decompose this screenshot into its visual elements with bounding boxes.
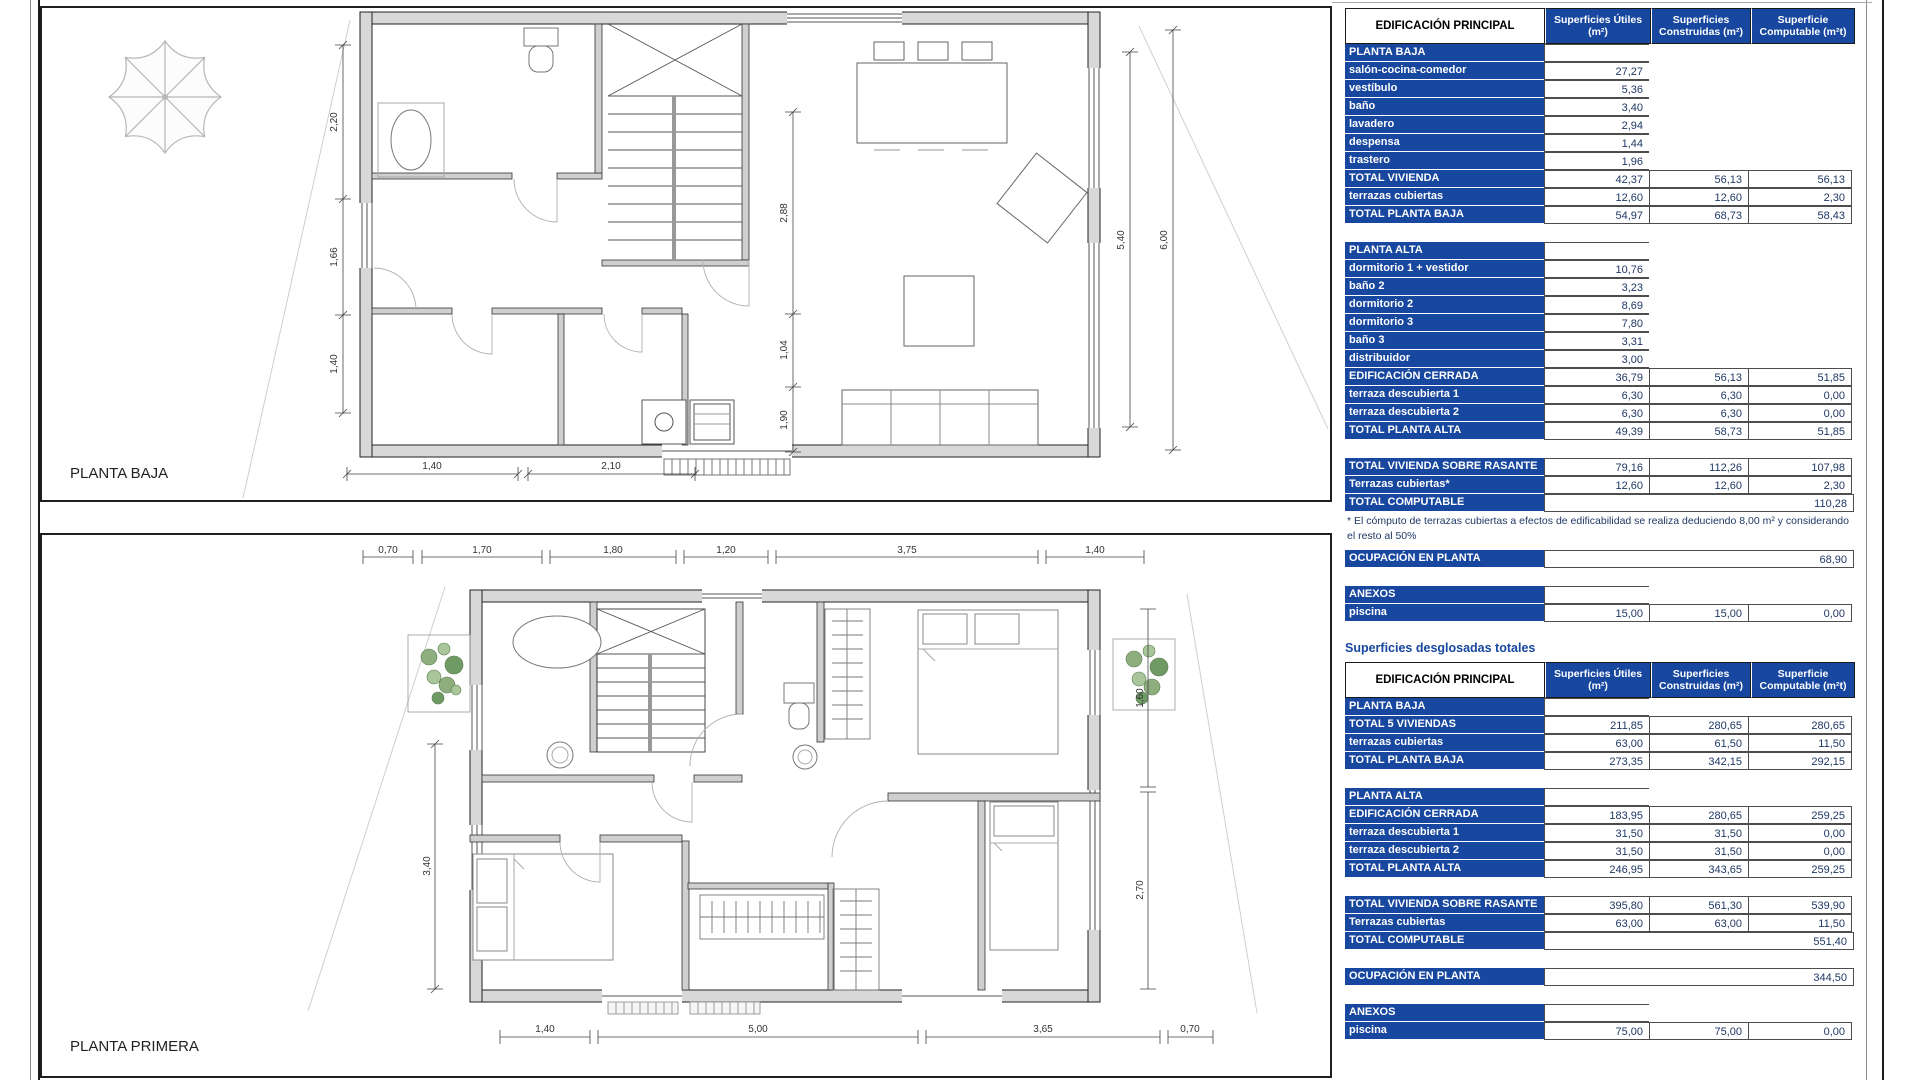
table-row bbox=[1345, 98, 1855, 116]
dim-label: 3,65 bbox=[1033, 1024, 1053, 1035]
row-value bbox=[1748, 44, 1852, 62]
stairs bbox=[608, 24, 742, 260]
row-value: 68,90 bbox=[1544, 550, 1854, 568]
dim-label: 1,80 bbox=[603, 545, 623, 556]
table-row bbox=[1345, 932, 1855, 950]
bathroom-fixtures bbox=[378, 28, 558, 177]
table-row bbox=[1345, 296, 1855, 314]
row-value bbox=[1748, 134, 1852, 152]
row-value: 68,73 bbox=[1649, 206, 1749, 224]
table-row bbox=[1345, 586, 1855, 604]
row-value bbox=[1649, 44, 1749, 62]
row-value: 12,60 bbox=[1649, 188, 1749, 206]
row-value: 6,30 bbox=[1649, 404, 1749, 422]
table-row bbox=[1345, 188, 1855, 206]
row-value bbox=[1748, 332, 1852, 350]
table-row bbox=[1345, 896, 1855, 914]
row-value: 11,50 bbox=[1748, 734, 1852, 752]
row-value: 56,13 bbox=[1748, 170, 1852, 188]
row-value: 42,37 bbox=[1544, 170, 1650, 188]
plan-title: PLANTA BAJA bbox=[70, 465, 169, 482]
frame-line-top bbox=[1332, 2, 1872, 3]
table-row bbox=[1345, 842, 1855, 860]
row-value bbox=[1649, 332, 1749, 350]
row-value: 61,50 bbox=[1649, 734, 1749, 752]
table-row bbox=[1345, 752, 1855, 770]
table-header-col: Superficies Útiles (m²) bbox=[1545, 662, 1651, 698]
row-value bbox=[1649, 1004, 1749, 1022]
table-totales-title: Superficies desglosadas totales bbox=[1345, 641, 1536, 655]
row-label: PLANTA BAJA bbox=[1345, 698, 1545, 716]
row-value bbox=[1544, 698, 1650, 716]
table-row bbox=[1345, 332, 1855, 350]
table-row bbox=[1345, 788, 1855, 806]
row-value: 3,23 bbox=[1544, 278, 1650, 296]
row-value: 63,00 bbox=[1544, 734, 1650, 752]
row-value: 56,13 bbox=[1649, 170, 1749, 188]
row-value: 31,50 bbox=[1544, 824, 1650, 842]
row-value: 3,00 bbox=[1544, 350, 1650, 368]
table-superficies-desglosadas bbox=[1345, 662, 1855, 1040]
row-label: terraza descubierta 1 bbox=[1345, 824, 1545, 842]
row-value: 280,65 bbox=[1649, 806, 1749, 824]
row-value: 6,30 bbox=[1544, 386, 1650, 404]
row-label: TOTAL VIVIENDA bbox=[1345, 170, 1545, 188]
row-value: 75,00 bbox=[1544, 1022, 1650, 1040]
table-row bbox=[1345, 860, 1855, 878]
double-bed-bottom bbox=[473, 854, 613, 960]
row-label: terraza descubierta 1 bbox=[1345, 386, 1545, 404]
row-value: 7,80 bbox=[1544, 314, 1650, 332]
table-row bbox=[1345, 350, 1855, 368]
row-label: Terrazas cubiertas* bbox=[1345, 476, 1545, 494]
row-value: 3,31 bbox=[1544, 332, 1650, 350]
row-value: 110,28 bbox=[1544, 494, 1854, 512]
table-row bbox=[1345, 404, 1855, 422]
row-value bbox=[1748, 98, 1852, 116]
dim-label: 2,88 bbox=[779, 203, 790, 223]
row-value bbox=[1748, 698, 1852, 716]
row-value: 539,90 bbox=[1748, 896, 1852, 914]
row-value bbox=[1649, 788, 1749, 806]
dimension-labels bbox=[378, 545, 1200, 1035]
single-bed bbox=[990, 802, 1058, 950]
toilet-tank bbox=[784, 683, 814, 703]
table-row bbox=[1345, 568, 1855, 586]
armchair bbox=[997, 153, 1087, 243]
umbrella-icon bbox=[109, 41, 221, 153]
interior-walls bbox=[372, 24, 749, 445]
plan-title: PLANTA PRIMERA bbox=[70, 1038, 199, 1055]
row-label: TOTAL PLANTA ALTA bbox=[1345, 860, 1545, 878]
row-value: 51,85 bbox=[1748, 422, 1852, 440]
row-value: 3,40 bbox=[1544, 98, 1650, 116]
table-row bbox=[1345, 806, 1855, 824]
row-value bbox=[1649, 350, 1749, 368]
row-label: terrazas cubiertas bbox=[1345, 734, 1545, 752]
row-value bbox=[1748, 278, 1852, 296]
table-row bbox=[1345, 260, 1855, 278]
row-label: baño 2 bbox=[1345, 278, 1545, 296]
row-value bbox=[1649, 586, 1749, 604]
row-label: EDIFICACIÓN CERRADA bbox=[1345, 806, 1545, 824]
table-row: * El cómputo de terrazas cubiertas a efectos de edificabilidad se realiza deduciendo 8,00 m² y considerando el resto al 50% bbox=[1347, 515, 1849, 542]
row-value bbox=[1748, 242, 1852, 260]
dim-label: 0,70 bbox=[1180, 1024, 1200, 1035]
row-value: 1,96 bbox=[1544, 152, 1650, 170]
row-label: TOTAL VIVIENDA SOBRE RASANTE bbox=[1345, 896, 1545, 914]
dim-label: 1,40 bbox=[422, 461, 442, 472]
table-header-col: Superficie Computable (m²t) bbox=[1751, 662, 1855, 698]
row-value bbox=[1649, 278, 1749, 296]
row-label: vestíbulo bbox=[1345, 80, 1545, 98]
row-value: 63,00 bbox=[1544, 914, 1650, 932]
row-value bbox=[1748, 314, 1852, 332]
row-value bbox=[1748, 80, 1852, 98]
row-value: 273,35 bbox=[1544, 752, 1650, 770]
row-value: 31,50 bbox=[1544, 842, 1650, 860]
row-value: 561,30 bbox=[1649, 896, 1749, 914]
thresholds bbox=[608, 1002, 760, 1014]
row-value bbox=[1748, 1004, 1852, 1022]
table-header-row bbox=[1345, 8, 1855, 44]
row-label: ANEXOS bbox=[1345, 1004, 1545, 1022]
row-value: 0,00 bbox=[1748, 842, 1852, 860]
chair bbox=[962, 42, 992, 60]
row-value: 0,00 bbox=[1748, 604, 1852, 622]
table-header-col: Superficies Construidas (m²) bbox=[1651, 662, 1751, 698]
row-value: 15,00 bbox=[1649, 604, 1749, 622]
row-value: 112,26 bbox=[1649, 458, 1749, 476]
table-row bbox=[1345, 824, 1855, 842]
row-value bbox=[1748, 116, 1852, 134]
table-header-col: Superficie Computable (m²t) bbox=[1751, 8, 1855, 44]
table-header-col: Superficies Útiles (m²) bbox=[1545, 8, 1651, 44]
dim-label: 1,40 bbox=[535, 1024, 555, 1035]
table-header-label: EDIFICACIÓN PRINCIPAL bbox=[1345, 662, 1545, 698]
row-value bbox=[1649, 98, 1749, 116]
row-value bbox=[1649, 80, 1749, 98]
row-label: baño 3 bbox=[1345, 332, 1545, 350]
table-row bbox=[1345, 134, 1855, 152]
table-edificacion-principal bbox=[1345, 8, 1855, 622]
table-row bbox=[1345, 314, 1855, 332]
porch-steps bbox=[664, 459, 790, 475]
row-value: 36,79 bbox=[1544, 368, 1650, 386]
dim-label: 5,40 bbox=[1116, 230, 1127, 250]
row-label: TOTAL COMPUTABLE bbox=[1345, 494, 1545, 512]
toilet-bowl bbox=[529, 46, 553, 72]
row-value: 344,50 bbox=[1544, 968, 1854, 986]
row-label: terrazas cubiertas bbox=[1345, 188, 1545, 206]
toilet-tank bbox=[524, 28, 558, 46]
table-row bbox=[1345, 770, 1855, 788]
row-value bbox=[1544, 44, 1650, 62]
dining-table bbox=[857, 63, 1007, 143]
row-value: 54,97 bbox=[1544, 206, 1650, 224]
table-row bbox=[1345, 44, 1855, 62]
dim-label: 1,04 bbox=[779, 340, 790, 360]
row-label: dormitorio 3 bbox=[1345, 314, 1545, 332]
row-value: 63,00 bbox=[1649, 914, 1749, 932]
table-row bbox=[1345, 950, 1855, 968]
row-label: trastero bbox=[1345, 152, 1545, 170]
row-value: 259,25 bbox=[1748, 806, 1852, 824]
row-value: 12,60 bbox=[1544, 188, 1650, 206]
dim-label: 1,60 bbox=[1135, 688, 1146, 708]
row-value bbox=[1544, 788, 1650, 806]
table-row bbox=[1345, 62, 1855, 80]
row-label: PLANTA BAJA bbox=[1345, 44, 1545, 62]
row-value bbox=[1649, 296, 1749, 314]
row-value: 0,00 bbox=[1748, 404, 1852, 422]
row-value: 259,25 bbox=[1748, 860, 1852, 878]
row-value: 6,30 bbox=[1649, 386, 1749, 404]
row-value bbox=[1649, 314, 1749, 332]
table-row bbox=[1345, 224, 1855, 242]
dim-label: 1,40 bbox=[329, 354, 340, 374]
stairs bbox=[597, 609, 705, 752]
row-value: 31,50 bbox=[1649, 842, 1749, 860]
wardrobe-hangers-1 bbox=[825, 609, 870, 739]
row-value bbox=[1748, 296, 1852, 314]
row-value bbox=[1748, 62, 1852, 80]
washbasin bbox=[547, 742, 573, 768]
row-label: dormitorio 1 + vestidor bbox=[1345, 260, 1545, 278]
row-value: 0,00 bbox=[1748, 1022, 1852, 1040]
table-header-col: Superficies Construidas (m²) bbox=[1651, 8, 1751, 44]
row-value: 58,73 bbox=[1649, 422, 1749, 440]
row-value: 292,15 bbox=[1748, 752, 1852, 770]
surface-table-principal bbox=[1345, 8, 1855, 622]
wardrobe-hangers-3 bbox=[833, 889, 879, 990]
table-row bbox=[1345, 968, 1855, 986]
row-value: 5,36 bbox=[1544, 80, 1650, 98]
row-value: 343,65 bbox=[1649, 860, 1749, 878]
row-value: 280,65 bbox=[1748, 716, 1852, 734]
panel-planta-baja bbox=[40, 6, 1332, 502]
row-value: 0,00 bbox=[1748, 824, 1852, 842]
dim-label: 2,20 bbox=[329, 112, 340, 132]
row-value: 183,95 bbox=[1544, 806, 1650, 824]
coffee-table bbox=[904, 276, 974, 346]
table-row bbox=[1345, 716, 1855, 734]
table-row bbox=[1345, 170, 1855, 188]
row-label: TOTAL 5 VIVIENDAS bbox=[1345, 716, 1545, 734]
row-value: 58,43 bbox=[1748, 206, 1852, 224]
row-value bbox=[1748, 260, 1852, 278]
planta-primera-drawing bbox=[42, 535, 1330, 1076]
row-label: TOTAL VIVIENDA SOBRE RASANTE bbox=[1345, 458, 1545, 476]
washbasin bbox=[391, 110, 431, 170]
table-row bbox=[1345, 550, 1855, 568]
table-row bbox=[1345, 494, 1855, 512]
row-value bbox=[1748, 586, 1852, 604]
table-row bbox=[1345, 604, 1855, 622]
row-value bbox=[1649, 116, 1749, 134]
dim-label: 1,40 bbox=[1085, 545, 1105, 556]
dimension-lines bbox=[335, 26, 1181, 481]
dim-label: 1,20 bbox=[716, 545, 736, 556]
row-value: 8,69 bbox=[1544, 296, 1650, 314]
row-value bbox=[1544, 586, 1650, 604]
row-value bbox=[1649, 698, 1749, 716]
table-row bbox=[1345, 1022, 1855, 1040]
row-label: TOTAL PLANTA ALTA bbox=[1345, 422, 1545, 440]
row-label: distribuidor bbox=[1345, 350, 1545, 368]
table-row bbox=[1345, 206, 1855, 224]
row-label: PLANTA ALTA bbox=[1345, 788, 1545, 806]
row-value: 51,85 bbox=[1748, 368, 1852, 386]
row-label: terraza descubierta 2 bbox=[1345, 404, 1545, 422]
row-label: lavadero bbox=[1345, 116, 1545, 134]
surface-table-totales bbox=[1345, 640, 1855, 1040]
row-value: 11,50 bbox=[1748, 914, 1852, 932]
living-furniture bbox=[842, 42, 1087, 445]
row-value: 211,85 bbox=[1544, 716, 1650, 734]
frame-line-right-inner bbox=[1866, 0, 1867, 1080]
row-value bbox=[1649, 242, 1749, 260]
row-value: 31,50 bbox=[1649, 824, 1749, 842]
plot-boundary-lines bbox=[308, 587, 1257, 1013]
row-value: 1,44 bbox=[1544, 134, 1650, 152]
dim-label: 0,70 bbox=[378, 545, 398, 556]
row-label: Terrazas cubiertas bbox=[1345, 914, 1545, 932]
row-value: 12,60 bbox=[1544, 476, 1650, 494]
dim-label: 1,70 bbox=[472, 545, 492, 556]
row-value: 27,27 bbox=[1544, 62, 1650, 80]
table-row bbox=[1345, 986, 1855, 1004]
row-value: 75,00 bbox=[1649, 1022, 1749, 1040]
row-value bbox=[1748, 350, 1852, 368]
row-value: 12,60 bbox=[1649, 476, 1749, 494]
frame-line-right-outer bbox=[1882, 0, 1884, 1080]
table-row bbox=[1345, 152, 1855, 170]
row-value: 6,30 bbox=[1544, 404, 1650, 422]
row-label: piscina bbox=[1345, 1022, 1545, 1040]
row-value: 56,13 bbox=[1649, 368, 1749, 386]
row-value bbox=[1544, 1004, 1650, 1022]
row-value: 10,76 bbox=[1544, 260, 1650, 278]
row-value: 551,40 bbox=[1544, 932, 1854, 950]
chair bbox=[874, 42, 904, 60]
row-label: OCUPACIÓN EN PLANTA bbox=[1345, 550, 1545, 568]
dim-label: 3,40 bbox=[422, 856, 433, 876]
washbasin bbox=[793, 745, 817, 769]
row-value bbox=[1649, 62, 1749, 80]
table-row bbox=[1345, 458, 1855, 476]
row-label: dormitorio 2 bbox=[1345, 296, 1545, 314]
table-row bbox=[1345, 476, 1855, 494]
row-value: 280,65 bbox=[1649, 716, 1749, 734]
table-header-row bbox=[1345, 662, 1855, 698]
double-bed-top bbox=[918, 610, 1058, 754]
toilet-bowl bbox=[789, 703, 809, 729]
row-value bbox=[1748, 152, 1852, 170]
row-value: 342,15 bbox=[1649, 752, 1749, 770]
table-row bbox=[1345, 422, 1855, 440]
row-value: 2,30 bbox=[1748, 476, 1852, 494]
row-label: piscina bbox=[1345, 604, 1545, 622]
table-header-label: EDIFICACIÓN PRINCIPAL bbox=[1345, 8, 1545, 44]
row-label: OCUPACIÓN EN PLANTA bbox=[1345, 968, 1545, 986]
table-row bbox=[1345, 1004, 1855, 1022]
table-row bbox=[1345, 734, 1855, 752]
row-label: PLANTA ALTA bbox=[1345, 242, 1545, 260]
row-label: TOTAL PLANTA BAJA bbox=[1345, 752, 1545, 770]
frame-line-left-outer bbox=[30, 0, 31, 1080]
row-value: 49,39 bbox=[1544, 422, 1650, 440]
dim-label: 2,70 bbox=[1135, 880, 1146, 900]
row-value bbox=[1748, 788, 1852, 806]
row-value bbox=[1649, 260, 1749, 278]
wardrobe-hangers-2 bbox=[700, 895, 824, 939]
table-row bbox=[1345, 440, 1855, 458]
row-value: 246,95 bbox=[1544, 860, 1650, 878]
planta-baja-drawing bbox=[42, 8, 1330, 500]
dim-label: 5,00 bbox=[748, 1024, 768, 1035]
row-value: 15,00 bbox=[1544, 604, 1650, 622]
table-row bbox=[1345, 368, 1855, 386]
row-value: 107,98 bbox=[1748, 458, 1852, 476]
row-label: baño bbox=[1345, 98, 1545, 116]
row-value: 2,30 bbox=[1748, 188, 1852, 206]
table-row bbox=[1345, 386, 1855, 404]
table-row bbox=[1345, 116, 1855, 134]
table-row bbox=[1345, 914, 1855, 932]
dim-label: 3,75 bbox=[897, 545, 917, 556]
bathtub bbox=[513, 616, 601, 668]
row-value: 2,94 bbox=[1544, 116, 1650, 134]
wardrobes bbox=[700, 609, 879, 990]
table-row bbox=[1345, 80, 1855, 98]
table-row bbox=[1345, 242, 1855, 260]
sofa bbox=[842, 390, 1038, 445]
panel-planta-primera bbox=[40, 533, 1332, 1078]
row-label: ANEXOS bbox=[1345, 586, 1545, 604]
row-label: TOTAL PLANTA BAJA bbox=[1345, 206, 1545, 224]
row-label: despensa bbox=[1345, 134, 1545, 152]
row-value: 0,00 bbox=[1748, 386, 1852, 404]
row-label: EDIFICACIÓN CERRADA bbox=[1345, 368, 1545, 386]
table-row bbox=[1345, 278, 1855, 296]
row-label: TOTAL COMPUTABLE bbox=[1345, 932, 1545, 950]
dim-label: 1,90 bbox=[779, 410, 790, 430]
dim-label: 2,10 bbox=[601, 461, 621, 472]
bathroom-fixtures bbox=[513, 616, 817, 769]
row-value bbox=[1544, 242, 1650, 260]
table-row bbox=[1345, 878, 1855, 896]
row-label: salón-cocina-comedor bbox=[1345, 62, 1545, 80]
dim-label: 6,00 bbox=[1159, 230, 1170, 250]
row-value: 79,16 bbox=[1544, 458, 1650, 476]
row-value bbox=[1649, 134, 1749, 152]
row-value bbox=[1649, 152, 1749, 170]
table-row bbox=[1345, 698, 1855, 716]
chair bbox=[918, 42, 948, 60]
row-value: 395,80 bbox=[1544, 896, 1650, 914]
row-label: terraza descubierta 2 bbox=[1345, 842, 1545, 860]
dim-label: 1,66 bbox=[329, 247, 340, 267]
